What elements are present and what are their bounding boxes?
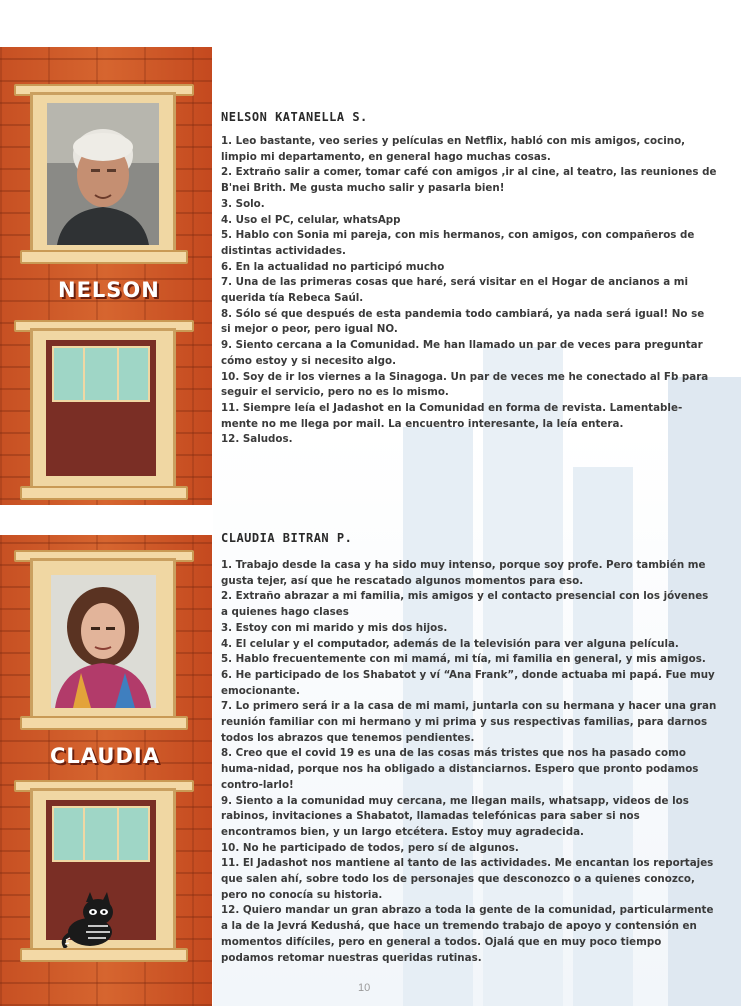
claudia-answer-12: 12. Quiero mandar un gran abrazo a toda la gente de la comunidad, particularmente a la de la Jevrá Kedushá, que hace un tremendo trabajo de apoyo y contensión en momentos difíciles, pero en general a todos. Ojalá que en muy poco tiempo podamos retomar nuestras queridas rutinas. bbox=[221, 904, 714, 964]
nelson-answer-7: 7. Una de las primeras cosas que haré, será visitar en el Hogar de ancianos a mi querida tía Rebeca Saúl. bbox=[221, 276, 689, 305]
nelson-answer-10: 10. Soy de ir los viernes a la Sinagoga. Un par de veces me he conectado al Fb para seguir el servicio, pero no es lo mismo. bbox=[221, 370, 709, 399]
claudia-answer-5: 5. Hablo frecuentemente con mi mamá, mi tía, mi familia en general, y mis amigos. bbox=[221, 653, 706, 666]
nelson-photo bbox=[47, 103, 159, 245]
claudia-answer-11: 11. El Jadashot nos mantiene al tanto de las actividades. Me encantan los reportajes que salen ahí, sobre todo los de personajes que desconozco o a quienes conozco, pero no conocía su historia. bbox=[221, 857, 714, 901]
claudia-answer-6: 6. He participado de los Shabatot y ví “Ana Frank”, donde actuaba mi papá. Fue muy emocionante. bbox=[221, 668, 715, 697]
claudia-answer-2: 2. Extraño abrazar a mi familia, mis amigos y el contacto presencial con los jóvenes a quienes hago clases bbox=[221, 590, 709, 619]
nelson-answer-3: 3. Solo. bbox=[221, 197, 265, 210]
claudia-answer-10: 10. No he participado de todos, pero sí de algunos. bbox=[221, 841, 519, 854]
nelson-answer-6: 6. En la actualidad no participó mucho bbox=[221, 260, 445, 273]
nelson-answer-9: 9. Siento cercana a la Comunidad. Me han llamado un par de veces para preguntar cómo estoy y si necesito algo. bbox=[221, 339, 703, 367]
claudia-photo bbox=[51, 575, 156, 708]
nelson-answer-11: 11. Siempre leía el Jadashot en la Comunidad en forma de revista. Lamentable-mente no me llega por mail. La encuentro interesante, la leía entera. bbox=[221, 401, 683, 430]
claudia-answer-8: 8. Creo que el covid 19 es una de las cosas más tristes que nos ha pasado como huma-nidad, porque nos ha obligado a distanciarnos. Espero que pronto podamos contro-larlo! bbox=[221, 747, 699, 791]
claudia-answer-9: 9. Siento a la comunidad muy cercana, me llegan mails, whatsapp, videos de los rabinos, invitaciones a Shabatot, llamadas telefónicas para saber si nos encontramos bien, y un largo etcétera. Estoy muy agradecida. bbox=[221, 794, 689, 838]
label-nelson: NELSON bbox=[58, 278, 160, 302]
nelson-answer-8: 8. Sólo sé que después de esta pandemia todo cambiará, ya nada será igual! No se si mejor o peor, pero igual NO. bbox=[221, 307, 705, 336]
claudia-name: CLAUDIA BITRAN P. bbox=[221, 531, 353, 545]
nelson-answers bbox=[221, 134, 717, 448]
nelson-answer-1: 1. Leo bastante, veo series y películas en Netflix, habló con mis amigos, cocino, limpio mi departamento, en general hago muchas cosas. bbox=[221, 135, 686, 163]
brick-divider bbox=[0, 505, 212, 535]
nelson-answer-4: 4. Uso el PC, celular, whatsApp bbox=[221, 213, 401, 226]
claudia-answer-1: 1. Trabajo desde la casa y ha sido muy intenso, porque soy profe. Pero también me gusta tejer, así que he rescatado algunos momentos para eso. bbox=[221, 559, 706, 587]
claudia-answer-3: 3. Estoy con mi marido y mis dos hijos. bbox=[221, 621, 448, 634]
nelson-name: NELSON KATANELLA S. bbox=[221, 110, 368, 124]
nelson-answer-5: 5. Hablo con Sonia mi pareja, con mis hermanos, con amigos, con compañeros de distintas actividades. bbox=[221, 229, 695, 257]
claudia-answer-4: 4. El celular y el computador, además de la televisión para ver alguna película. bbox=[221, 637, 679, 650]
page-number: 10 bbox=[358, 982, 371, 994]
claudia-answer-7: 7. Lo primero será ir a la casa de mi mami, juntarla con su hermana y hacer una gran reunión familiar con mi hermano y mi prima y sus respectivas familias, para darnos todos los abrazos que tenemos pendientes. bbox=[221, 700, 717, 744]
cat-illustration bbox=[58, 892, 124, 948]
nelson-answer-12: 12. Saludos. bbox=[221, 433, 293, 446]
claudia-answers bbox=[221, 558, 717, 966]
label-claudia: CLAUDIA bbox=[50, 744, 160, 768]
nelson-answer-2: 2. Extraño salir a comer, tomar café con amigos ,ir al cine, al teatro, las reuniones de B'nei Brith. Me gusta mucho salir y pasarla bien! bbox=[221, 166, 717, 195]
